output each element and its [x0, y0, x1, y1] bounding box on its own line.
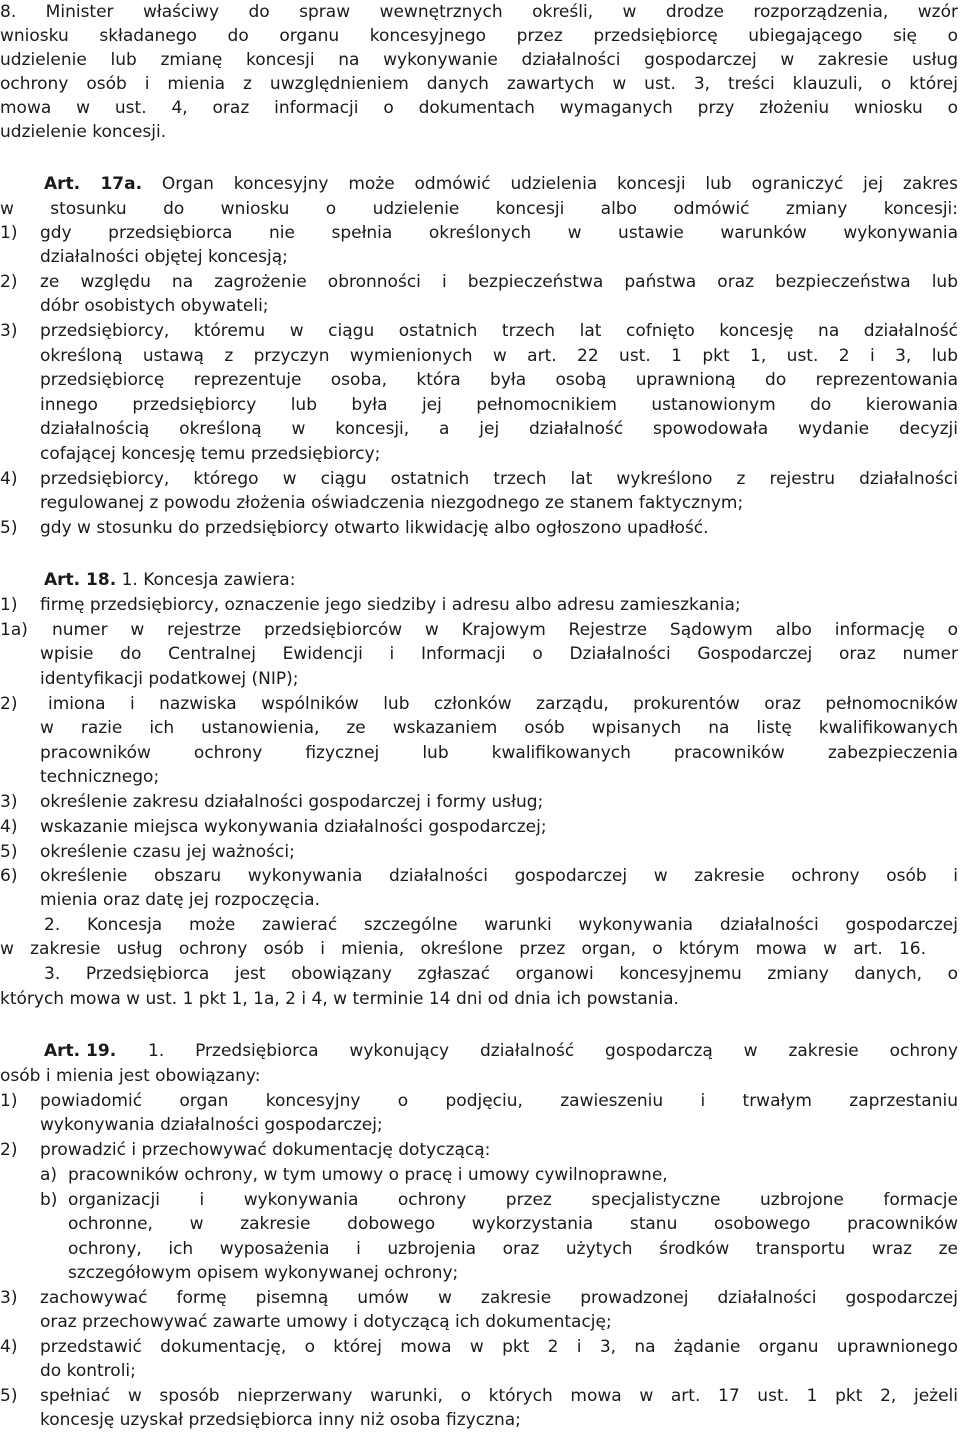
text-line: powiadomić organ koncesyjny o podjęciu, zawieszeniu i trwałym zaprzestaniu — [40, 1091, 958, 1111]
subitem-letter: a) — [40, 1165, 58, 1185]
article-heading: Art. 19. — [44, 1041, 117, 1061]
text-line: technicznego; — [40, 767, 160, 787]
subitem-letter: b) — [40, 1190, 58, 1210]
text-line: gdy w stosunku do przedsiębiorcy otwarto likwidację albo ogłoszono upadłość. — [40, 518, 709, 538]
text-line: mienia oraz datę jej rozpoczęcia. — [40, 890, 320, 910]
item-number: 1a) — [0, 620, 28, 640]
text-line: imiona i nazwiska wspólników lub członków zarządu, prokurentów oraz pełnomocników — [48, 694, 958, 714]
text-line: 1. Przedsiębiorca wykonujący działalność gospodarczą w zakresie ochrony — [148, 1041, 958, 1061]
item-number: 2) — [0, 272, 18, 292]
text-line: wniosku składanego do organu koncesyjnego przez przedsiębiorcę ubiegającego się o — [0, 26, 958, 46]
text-line: przedsiębiorcy, którego w ciągu ostatnich trzech lat wykreślono z rejestru działalności — [40, 469, 958, 489]
item-number: 1) — [0, 223, 18, 243]
text-line: 3. Przedsiębiorca jest obowiązany zgłaszać organowi koncesyjnemu zmiany danych, o — [44, 964, 958, 984]
text-line: firmę przedsiębiorcy, oznaczenie jego siedziby i adresu albo adresu zamieszkania; — [40, 595, 741, 615]
text-line: spełniać w sposób nieprzerwany warunki, o których mowa w art. 17 ust. 1 pkt 2, jeżeli — [40, 1386, 958, 1406]
text-line: prowadzić i przechowywać dokumentację dotyczącą: — [40, 1140, 491, 1160]
text-line: w stosunku do wniosku o udzielenie koncesji albo odmówić zmiany koncesji: — [0, 199, 958, 219]
text-line: określenie zakresu działalności gospodarczej i formy usług; — [40, 792, 544, 812]
text-line: ochrony osób i mienia z uwzględnieniem danych zawartych w ust. 3, treści klauzuli, o której — [0, 74, 958, 94]
text-line: gdy przedsiębiorca nie spełnia określonych w ustawie warunków wykonywania — [40, 223, 958, 243]
item-number: 4) — [0, 1337, 18, 1357]
item-number: 1) — [0, 1091, 18, 1111]
item-number: 4) — [0, 469, 18, 489]
text-line: których mowa w ust. 1 pkt 1, 1a, 2 i 4, w terminie 14 dni od dnia ich powstania. — [0, 989, 679, 1009]
text-line: ochrony, ich wyposażenia i uzbrojenia oraz użytych środków transportu wraz ze — [68, 1239, 958, 1259]
text-line: wskazanie miejsca wykonywania działalności gospodarczej; — [40, 817, 547, 837]
article-heading: Art. 18. — [44, 570, 117, 590]
item-number: 3) — [0, 792, 18, 812]
text-line: udzielenie lub zmianę koncesji na wykonywanie działalności gospodarczej w zakresie usług — [0, 50, 958, 70]
text-line: mowa w ust. 4, oraz informacji o dokumentach wymaganych przy złożeniu wniosku o — [0, 98, 958, 118]
item-number: 6) — [0, 866, 18, 886]
item-number: 3) — [0, 1288, 18, 1308]
text-line: cofającej koncesję temu przedsiębiorcy; — [40, 444, 381, 464]
text-line: do kontroli; — [40, 1361, 136, 1381]
text-line: identyfikacji podatkowej (NIP); — [40, 669, 299, 689]
text-line: 1. Koncesja zawiera: — [121, 570, 296, 590]
text-line: określoną ustawą z przyczyn wymienionych w art. 22 ust. 1 pkt 1, ust. 2 i 3, lub — [40, 346, 958, 366]
text-line: 8. Minister właściwy do spraw wewnętrznych określi, w drodze rozporządzenia, wzór — [0, 2, 958, 22]
text-line: działalności objętej koncesją; — [40, 247, 288, 267]
text-line: ze względu na zagrożenie obronności i bezpieczeństwa państwa oraz bezpieczeństwa lub — [40, 272, 958, 292]
text-line: ochronne, w zakresie dobowego wykorzystania stanu osobowego pracowników — [68, 1214, 958, 1234]
item-number: 4) — [0, 817, 18, 837]
text-line: szczegółowym opisem wykonywanej ochrony; — [68, 1263, 459, 1283]
item-number: 5) — [0, 1386, 18, 1406]
text-line: regulowanej z powodu złożenia oświadczenia niezgodnego ze stanem faktycznym; — [40, 493, 744, 513]
text-line: pracowników ochrony, w tym umowy o pracę i umowy cywilnoprawne, — [68, 1165, 668, 1185]
text-line: wpisie do Centralnej Ewidencji i Informacji o Działalności Gospodarczej oraz numer — [40, 644, 958, 664]
text-line: wykonywania działalności gospodarczej; — [40, 1115, 383, 1135]
text-line: przedsiębiorcy, któremu w ciągu ostatnich trzech lat cofnięto koncesję na działalność — [40, 321, 958, 341]
item-number: 1) — [0, 595, 18, 615]
text-line: 2. Koncesja może zawierać szczególne warunki wykonywania działalności gospodarczej — [44, 915, 958, 935]
text-line: numer w rejestrze przedsiębiorców w Krajowym Rejestrze Sądowym albo informację o — [52, 620, 958, 640]
text-line: w zakresie usług ochrony osób i mienia, określone przez organ, o którym mowa w art. 16. — [0, 939, 926, 959]
text-line: działalnością określoną w koncesji, a jej działalność spowodowała wydanie decyzji — [40, 419, 958, 439]
item-number: 2) — [0, 1140, 18, 1160]
text-line: udzielenie koncesji. — [0, 122, 167, 142]
article-18-intro — [44, 568, 958, 592]
text-line: przedstawić dokumentację, o której mowa w pkt 2 i 3, na żądanie organu uprawnionego — [40, 1337, 958, 1357]
item-number: 2) — [0, 694, 18, 714]
text-line: dóbr osobistych obywateli; — [40, 296, 269, 316]
text-line: określenie obszaru wykonywania działalności gospodarczej w zakresie ochrony osób i — [40, 866, 958, 886]
text-line: osób i mienia jest obowiązany: — [0, 1066, 261, 1086]
article-17a-intro — [44, 172, 958, 196]
text-line: przedsiębiorcę reprezentuje osoba, która była osobą uprawnioną do reprezentowania — [40, 370, 958, 390]
text-line: koncesję uzyskał przedsiębiorca inny niż osoba fizyczna; — [40, 1410, 521, 1430]
item-number: 3) — [0, 321, 18, 341]
text-line: Organ koncesyjny może odmówić udzielenia koncesji lub ograniczyć jej zakres — [161, 174, 958, 194]
text-line: określenie czasu jej ważności; — [40, 842, 295, 862]
text-line: oraz przechowywać zawarte umowy i dotyczącą ich dokumentację; — [40, 1312, 612, 1332]
text-line: innego przedsiębiorcy lub była jej pełnomocnikiem ustanowionym do kierowania — [40, 395, 958, 415]
text-line: pracowników ochrony fizycznej lub kwalifikowanych pracowników zabezpieczenia — [40, 743, 958, 763]
item-number: 5) — [0, 518, 18, 538]
article-heading: Art. 17a. — [44, 174, 143, 194]
item-number: 5) — [0, 842, 18, 862]
text-line: w razie ich ustanowienia, ze wskazaniem osób wpisanych na listę kwalifikowanych — [40, 718, 958, 738]
text-line: organizacji i wykonywania ochrony przez specjalistyczne uzbrojone formacje — [68, 1190, 958, 1210]
text-line: zachowywać formę pisemną umów w zakresie prowadzonej działalności gospodarczej — [40, 1288, 958, 1308]
